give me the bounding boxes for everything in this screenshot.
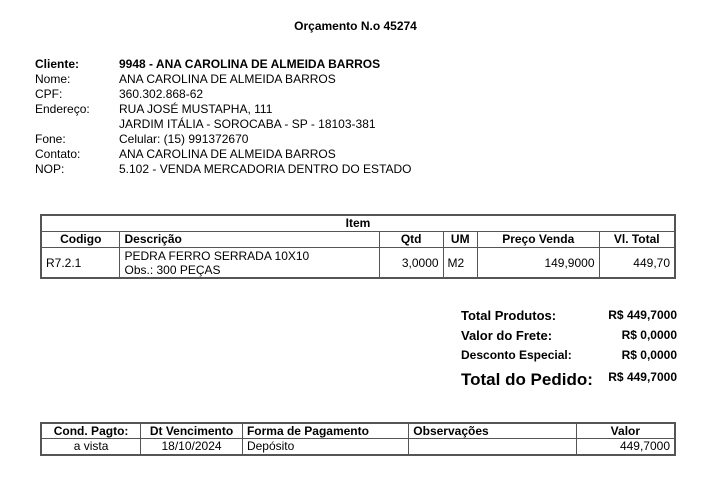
frete-value: R$ 0,0000 xyxy=(621,328,677,342)
cell-codigo: R7.2.1 xyxy=(41,248,120,279)
col-header-um: UM xyxy=(443,232,477,248)
payment-table xyxy=(40,422,676,456)
items-header-row xyxy=(41,232,675,248)
table-row xyxy=(41,248,675,279)
col-header-cond: Cond. Pagto: xyxy=(41,423,141,439)
table-row xyxy=(41,439,675,456)
cell-valor: 449,7000 xyxy=(576,439,675,456)
cell-forma: Depósito xyxy=(242,439,408,456)
desconto-value: R$ 0,0000 xyxy=(621,348,677,362)
address-line2-row xyxy=(35,117,412,132)
col-header-total: Vl. Total xyxy=(599,232,675,248)
col-header-descricao: Descrição xyxy=(120,232,379,248)
col-header-preco: Preço Venda xyxy=(477,232,599,248)
frete-label: Valor do Frete: xyxy=(461,328,553,343)
cell-qtd: 3,0000 xyxy=(379,248,443,279)
col-header-valor: Valor xyxy=(576,423,675,439)
cell-descricao xyxy=(120,248,379,279)
cpf-label: CPF: xyxy=(35,87,63,101)
name-value: ANA CAROLINA DE ALMEIDA BARROS xyxy=(119,72,336,86)
contact-row xyxy=(35,147,412,162)
address-label: Endereço: xyxy=(35,102,90,116)
document-title: Orçamento N.o 45274 xyxy=(294,19,417,33)
cell-vencimento: 18/10/2024 xyxy=(141,439,243,456)
address-row xyxy=(35,102,412,117)
cpf-value: 360.302.868-62 xyxy=(119,87,204,101)
items-caption: Item xyxy=(41,215,675,232)
col-header-codigo: Codigo xyxy=(41,232,120,248)
nop-label: NOP: xyxy=(35,162,65,176)
item-description: PEDRA FERRO SERRADA 10X10 xyxy=(124,248,310,263)
address-value: RUA JOSÉ MUSTAPHA, 111 xyxy=(119,102,273,116)
frete-row xyxy=(461,328,677,348)
col-header-obs: Observações xyxy=(409,423,576,439)
nop-row xyxy=(35,162,412,177)
name-label: Nome: xyxy=(35,72,71,86)
client-label: Cliente: xyxy=(35,57,80,71)
total-pedido-label: Total do Pedido: xyxy=(461,370,593,389)
cpf-row xyxy=(35,87,412,102)
total-produtos-row xyxy=(461,308,677,328)
phone-value: Celular: (15) 991372670 xyxy=(119,132,249,146)
total-pedido-row xyxy=(461,368,677,394)
nop-value: 5.102 - VENDA MERCADORIA DENTRO DO ESTADO xyxy=(119,162,412,176)
client-value: 9948 - ANA CAROLINA DE ALMEIDA BARROS xyxy=(119,57,381,71)
phone-row xyxy=(35,132,412,147)
total-pedido-value: R$ 449,7000 xyxy=(608,370,677,384)
total-produtos-label: Total Produtos: xyxy=(461,308,557,323)
col-header-qtd: Qtd xyxy=(379,232,443,248)
client-row xyxy=(35,57,412,72)
items-table xyxy=(40,214,676,279)
cell-cond: a vista xyxy=(41,439,141,456)
totals-block xyxy=(461,308,677,394)
contact-label: Contato: xyxy=(35,147,81,161)
address-line2-value: JARDIM ITÁLIA - SOROCABA - SP - 18103-381 xyxy=(119,117,376,131)
name-row xyxy=(35,72,412,87)
payment-header-row xyxy=(41,423,675,439)
desconto-label: Desconto Especial: xyxy=(461,348,572,362)
col-header-vencimento: Dt Vencimento xyxy=(141,423,243,439)
col-header-forma: Forma de Pagamento xyxy=(242,423,408,439)
phone-label: Fone: xyxy=(35,132,66,146)
client-info xyxy=(35,57,412,177)
desconto-row xyxy=(461,348,677,368)
cell-obs xyxy=(409,439,576,456)
item-obs: Obs.: 300 PEÇAS xyxy=(124,262,221,277)
contact-value: ANA CAROLINA DE ALMEIDA BARROS xyxy=(119,147,336,161)
cell-um: M2 xyxy=(443,248,477,279)
cell-preco: 149,9000 xyxy=(477,248,599,279)
total-produtos-value: R$ 449,7000 xyxy=(608,308,677,322)
cell-total: 449,70 xyxy=(599,248,675,279)
